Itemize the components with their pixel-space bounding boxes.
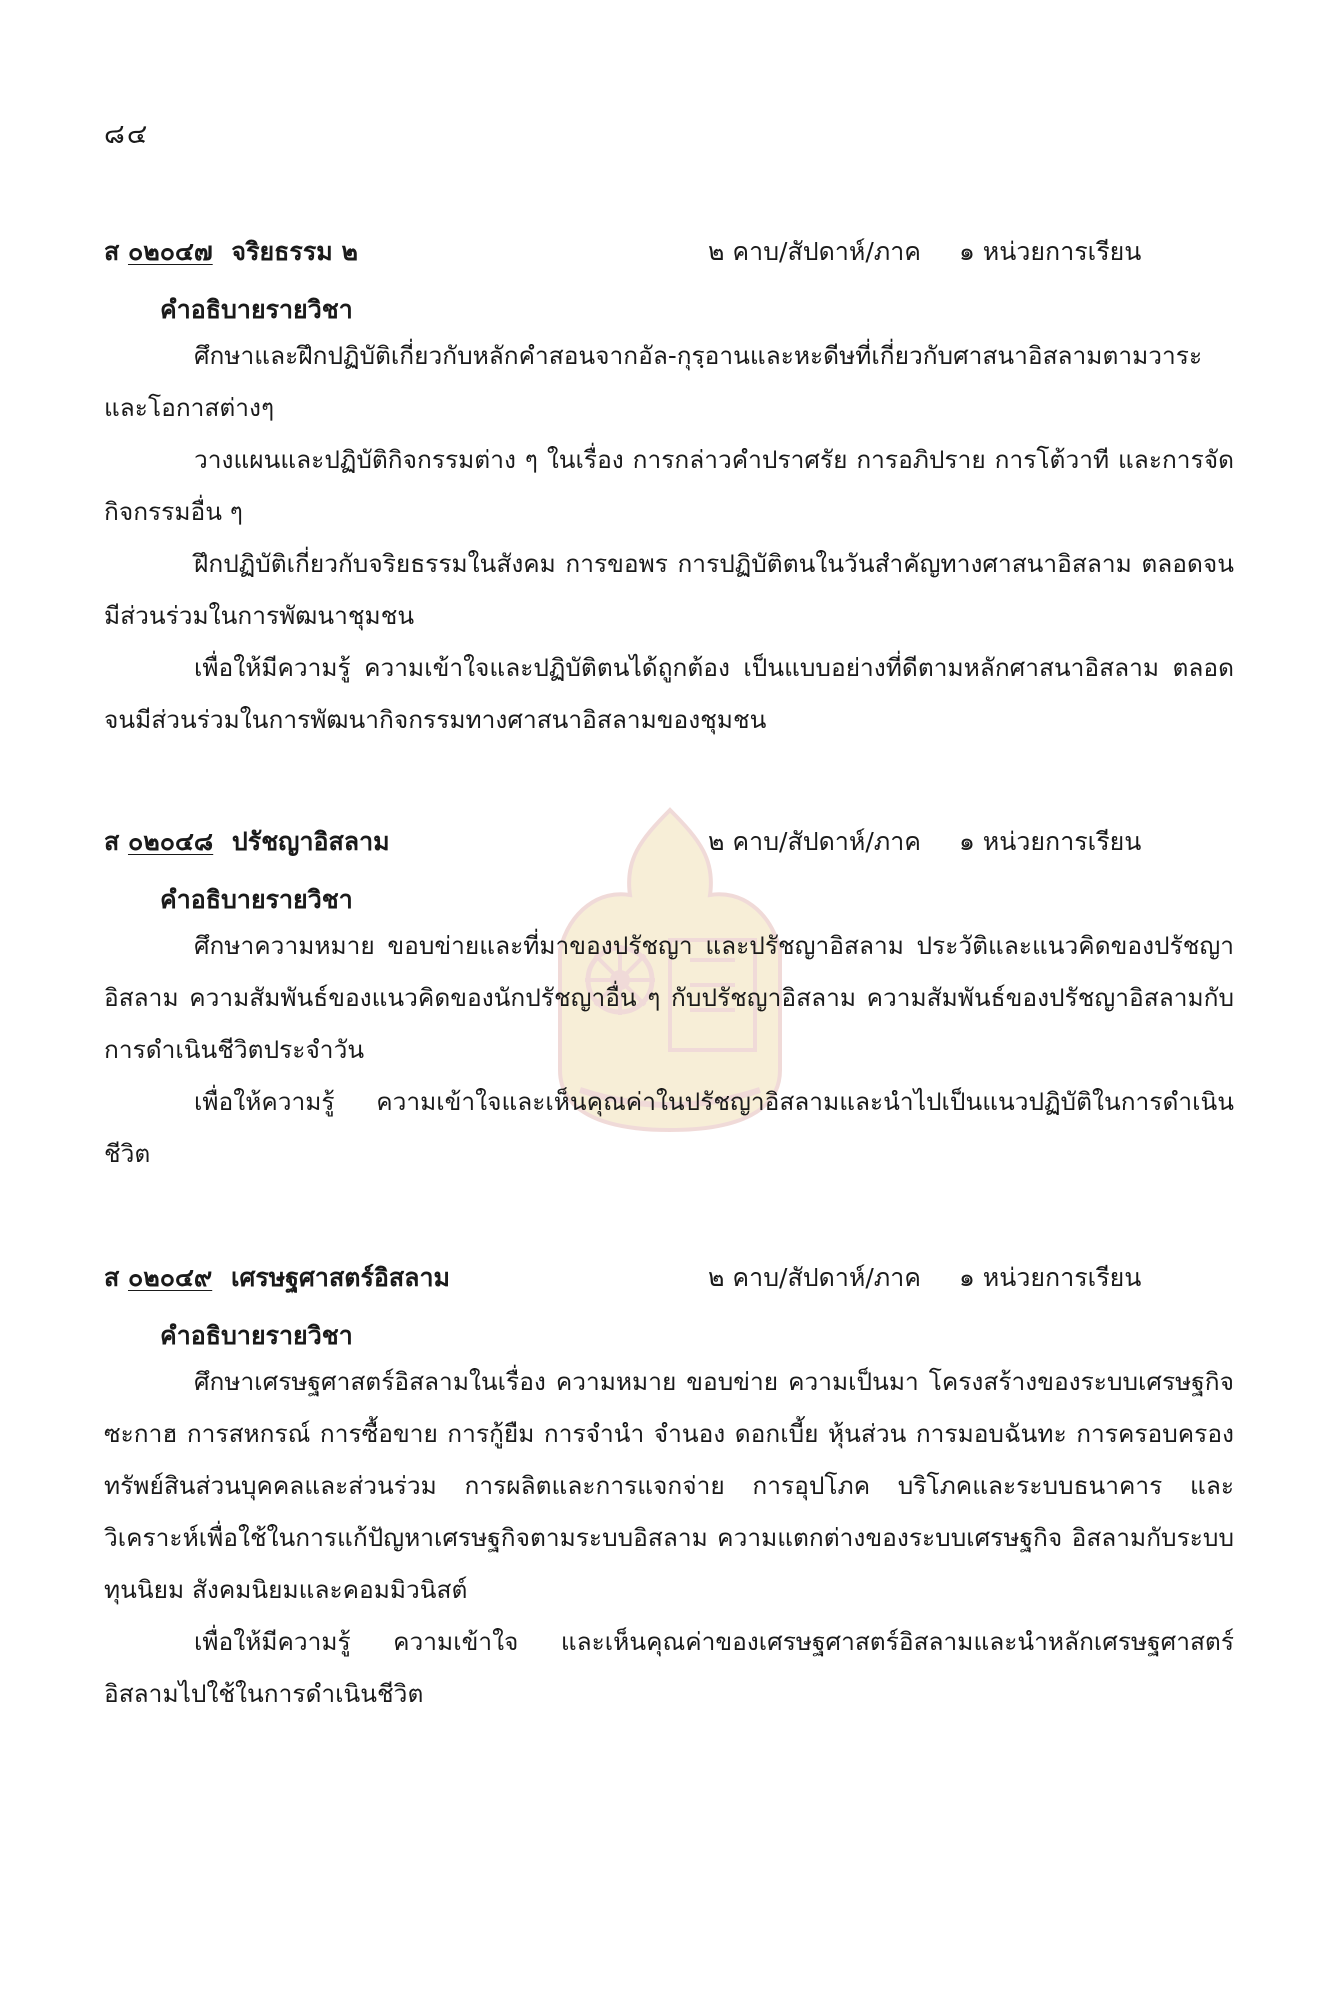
description-paragraph: เพื่อให้ความรู้ ความเข้าใจและเห็นคุณค่าในปรัชญาอิสลามและนำไปเป็นแนวปฏิบัติในการดำเนินชีวิต <box>104 1087 1234 1168</box>
description-paragraph: ศึกษาและฝึกปฏิบัติเกี่ยวกับหลักคำสอนจากอัล-กุรฺอานและหะดีษที่เกี่ยวกับศาสนาอิสลามตามวาระและโอกาสต่างๆ <box>104 341 1203 422</box>
course-code <box>104 822 390 862</box>
description-paragraph: วางแผนและปฏิบัติกิจกรรมต่าง ๆ ในเรื่อง การกล่าวคำปราศรัย การอภิปราย การโต้วาที และการจัดกิจกรรมอื่น ๆ <box>104 445 1234 526</box>
course-name: ปรัชญาอิสลาม <box>231 827 390 856</box>
description-paragraph: เพื่อให้มีความรู้ ความเข้าใจ และเห็นคุณค่าของเศรษฐศาสตร์อิสลามและนำหลักเศรษฐศาสตร์อิสลามไปใช้ในการดำเนินชีวิต <box>104 1627 1234 1708</box>
course-number: ๐๒๐๔๘ <box>127 827 214 856</box>
course-number: ๐๒๐๔๗ <box>127 237 213 266</box>
course-section <box>104 232 1234 746</box>
course-periods: ๒ คาบ/สัปดาห์/ภาค <box>708 237 922 266</box>
description-paragraph: ฝึกปฏิบัติเกี่ยวกับจริยธรรมในสังคม การขอพร การปฏิบัติตนในวันสำคัญทางศาสนาอิสลาม ตลอดจนมีส่วนร่วมในการพัฒนาชุมชน <box>104 549 1234 630</box>
course-header <box>104 822 1234 862</box>
description-label: คำอธิบายรายวิชา <box>160 295 353 324</box>
course-prefix: ส <box>104 237 120 266</box>
page-number: ๘๔ <box>104 119 150 150</box>
description-paragraph: ศึกษาเศรษฐศาสตร์อิสลามในเรื่อง ความหมาย ขอบข่าย ความเป็นมา โครงสร้างของระบบเศรษฐกิจ ซะกาฮ การสหกรณ์ การซื้อขาย การกู้ยืม การจำนำ จำนอง ดอกเบี้ย หุ้นส่วน การมอบฉันทะ การครอบครองทรัพย์สินส่วนบุคคลและส่วนร่วม การผลิตและการแจกจ่าย การอุปโภค บริโภคและระบบธนาคาร และวิเคราะห์เพื่อใช้ในการแก้ปัญหาเศรษฐกิจตามระบบอิสลาม ความแตกต่างของระบบเศรษฐกิจ อิสลามกับระบบทุนนิยม สังคมนิยมและคอมมิวนิสต์ <box>104 1367 1234 1604</box>
course-credit <box>708 1258 1141 1298</box>
course-prefix: ส <box>104 827 120 856</box>
course-number: ๐๒๐๔๙ <box>127 1263 213 1292</box>
course-section <box>104 822 1234 1180</box>
course-section <box>104 1258 1234 1720</box>
course-header <box>104 232 1234 272</box>
description-paragraph: ศึกษาความหมาย ขอบข่ายและที่มาของปรัชญา และปรัชญาอิสลาม ประวัติและแนวคิดของปรัชญาอิสลาม ความสัมพันธ์ของแนวคิดของนักปรัชญาอื่น ๆ กับปรัชญาอิสลาม ความสัมพันธ์ของปรัชญาอิสลามกับการดำเนินชีวิตประจำวัน <box>104 931 1234 1064</box>
description-label: คำอธิบายรายวิชา <box>160 885 353 914</box>
course-prefix: ส <box>104 1263 120 1292</box>
course-periods: ๒ คาบ/สัปดาห์/ภาค <box>708 827 922 856</box>
course-periods: ๒ คาบ/สัปดาห์/ภาค <box>708 1263 922 1292</box>
description-paragraph: เพื่อให้มีความรู้ ความเข้าใจและปฏิบัติตนได้ถูกต้อง เป็นแบบอย่างที่ดีตามหลักศาสนาอิสลาม ตลอดจนมีส่วนร่วมในการพัฒนากิจกรรมทางศาสนาอิสลามของชุมชน <box>104 653 1234 734</box>
course-units: ๑ หน่วยการเรียน <box>958 1263 1142 1292</box>
course-code <box>104 1258 450 1298</box>
course-credit <box>708 232 1141 272</box>
description-label: คำอธิบายรายวิชา <box>160 1321 353 1350</box>
course-credit <box>708 822 1141 862</box>
course-code <box>104 232 358 272</box>
course-units: ๑ หน่วยการเรียน <box>958 827 1142 856</box>
course-name: เศรษฐศาสตร์อิสลาม <box>230 1263 450 1292</box>
course-name: จริยธรรม ๒ <box>231 237 358 266</box>
course-units: ๑ หน่วยการเรียน <box>958 237 1142 266</box>
course-header <box>104 1258 1234 1298</box>
